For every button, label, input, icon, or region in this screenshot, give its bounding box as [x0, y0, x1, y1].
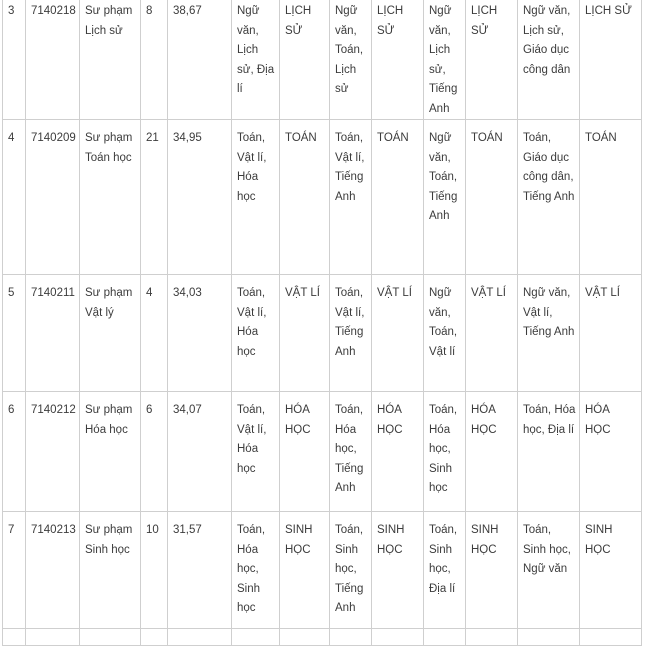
- subject-combo-4: Toán, Sinh học, Ngữ văn: [518, 512, 580, 629]
- subject-combo-3: Toán, Hóa học, Sinh học: [424, 392, 466, 512]
- weighted-subject-1: SINH HỌC: [280, 512, 330, 629]
- subject-combo-2: Ngữ văn, Toán, Lịch sử: [330, 0, 372, 120]
- row-number: 6: [3, 392, 26, 512]
- major-name: Sư phạm Toán học: [80, 120, 141, 275]
- subject-combo-4: Toán, Hóa học, Địa lí: [518, 392, 580, 512]
- admissions-table: [2, 0, 642, 646]
- weighted-subject-2: TOÁN: [372, 120, 424, 275]
- table-row: [3, 0, 642, 120]
- subject-combo-2: Toán, Sinh học, Tiếng Anh: [330, 512, 372, 629]
- weighted-subject-4: LỊCH SỬ: [580, 0, 642, 120]
- weighted-subject-3: TOÁN: [466, 120, 518, 275]
- table-row: [3, 392, 642, 512]
- weighted-subject-2: HÓA HỌC: [372, 392, 424, 512]
- row-number: 4: [3, 120, 26, 275]
- major-code: 7140212: [26, 392, 80, 512]
- major-name: Sư phạm Sinh học: [80, 512, 141, 629]
- weighted-subject-4: SINH HỌC: [580, 512, 642, 629]
- subject-combo-1: Toán, Vật lí, Hóa học: [232, 275, 280, 392]
- row-number: 5: [3, 275, 26, 392]
- weighted-subject-3: SINH HỌC: [466, 512, 518, 629]
- quota: 8: [141, 0, 168, 120]
- subject-combo-2: Toán, Vật lí, Tiếng Anh: [330, 275, 372, 392]
- quota: 6: [141, 392, 168, 512]
- major-code: 7140218: [26, 0, 80, 120]
- weighted-subject-2: VẬT LÍ: [372, 275, 424, 392]
- subject-combo-2: Toán, Vật lí, Tiếng Anh: [330, 120, 372, 275]
- weighted-subject-2: SINH HỌC: [372, 512, 424, 629]
- subject-combo-2: Toán, Hóa học, Tiếng Anh: [330, 392, 372, 512]
- quota: 4: [141, 275, 168, 392]
- weighted-subject-1: TOÁN: [280, 120, 330, 275]
- subject-combo-3: Ngữ văn, Toán, Tiếng Anh: [424, 120, 466, 275]
- weighted-subject-3: VẬT LÍ: [466, 275, 518, 392]
- table-row: [3, 629, 642, 646]
- major-name: Sư phạm Lịch sử: [80, 0, 141, 120]
- cutoff-score: 38,67: [168, 0, 232, 120]
- subject-combo-1: Toán, Vật lí, Hóa học: [232, 120, 280, 275]
- major-name: Sư phạm Hóa học: [80, 392, 141, 512]
- subject-combo-4: Ngữ văn, Vật lí, Tiếng Anh: [518, 275, 580, 392]
- subject-combo-1: Toán, Hóa học, Sinh học: [232, 512, 280, 629]
- subject-combo-4: Toán, Giáo dục công dân, Tiếng Anh: [518, 120, 580, 275]
- cutoff-score: 34,03: [168, 275, 232, 392]
- cutoff-score: 31,57: [168, 512, 232, 629]
- table-row: [3, 275, 642, 392]
- weighted-subject-4: VẬT LÍ: [580, 275, 642, 392]
- table-row: [3, 512, 642, 629]
- weighted-subject-1: LỊCH SỬ: [280, 0, 330, 120]
- admissions-table-container: [2, 0, 642, 646]
- major-name: Sư phạm Vật lý: [80, 275, 141, 392]
- weighted-subject-1: HÓA HỌC: [280, 392, 330, 512]
- major-code: 7140209: [26, 120, 80, 275]
- cutoff-score: 34,95: [168, 120, 232, 275]
- row-number: 3: [3, 0, 26, 120]
- weighted-subject-4: HÓA HỌC: [580, 392, 642, 512]
- subject-combo-1: Toán, Vật lí, Hóa học: [232, 392, 280, 512]
- weighted-subject-4: TOÁN: [580, 120, 642, 275]
- cutoff-score: 34,07: [168, 392, 232, 512]
- subject-combo-3: Ngữ văn, Lịch sử, Tiếng Anh: [424, 0, 466, 120]
- weighted-subject-3: HÓA HỌC: [466, 392, 518, 512]
- subject-combo-3: Toán, Sinh học, Địa lí: [424, 512, 466, 629]
- row-number: 7: [3, 512, 26, 629]
- weighted-subject-1: VẬT LÍ: [280, 275, 330, 392]
- weighted-subject-2: LỊCH SỬ: [372, 0, 424, 120]
- subject-combo-3: Ngữ văn, Toán, Vật lí: [424, 275, 466, 392]
- quota: 10: [141, 512, 168, 629]
- subject-combo-1: Ngữ văn, Lịch sử, Địa lí: [232, 0, 280, 120]
- quota: 21: [141, 120, 168, 275]
- table-row: [3, 120, 642, 275]
- major-code: 7140213: [26, 512, 80, 629]
- weighted-subject-3: LỊCH SỬ: [466, 0, 518, 120]
- subject-combo-4: Ngữ văn, Lịch sử, Giáo dục công dân: [518, 0, 580, 120]
- major-code: 7140211: [26, 275, 80, 392]
